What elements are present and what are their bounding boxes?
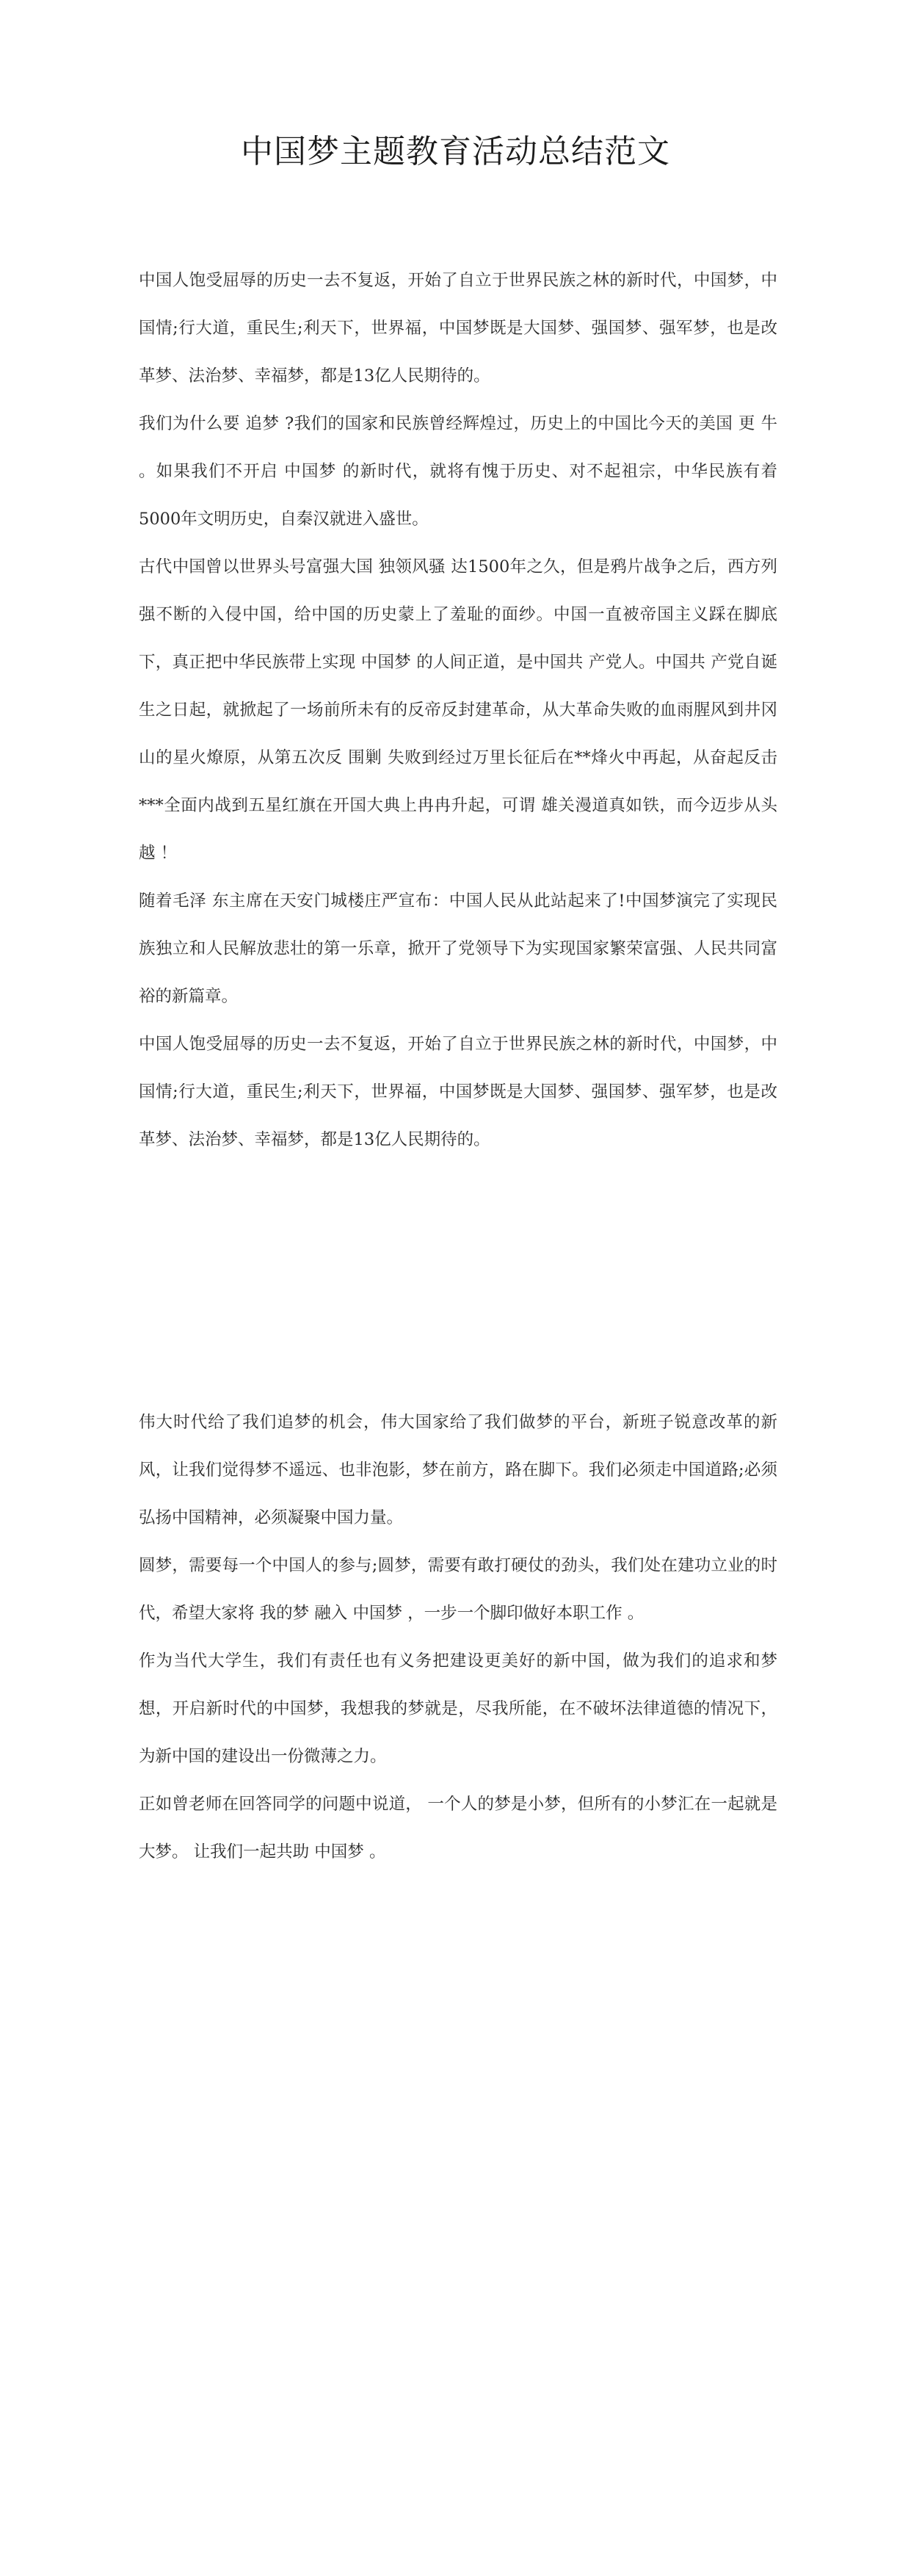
- paragraph: 圆梦，需要每一个中国人的参与;圆梦，需要有敢打硬仗的劲头，我们处在建功立业的时代，希望大家将 我的梦 融入 中国梦 ，一步一个脚印做好本职工作 。: [139, 1556, 777, 1623]
- body-section-2: [139, 1399, 777, 1876]
- paragraph: 随着毛泽 东主席在天安门城楼庄严宣布：中国人民从此站起来了!中国梦演完了实现民族独立和人民解放悲壮的第一乐章，掀开了党领导下为实现国家繁荣富强、人民共同富裕的新篇章。: [139, 891, 777, 1006]
- paragraph: 作为当代大学生，我们有责任也有义务把建设更美好的新中国，做为我们的追求和梦想，开启新时代的中国梦，我想我的梦就是，尽我所能，在不破坏法律道德的情况下，为新中国的建设出一份微薄之力。: [139, 1651, 777, 1766]
- document-title: 中国梦主题教育活动总结范文: [241, 133, 670, 171]
- body-section-1: [139, 257, 777, 1164]
- paragraph: 正如曾老师在回答同学的问题中说道， 一个人的梦是小梦，但所有的小梦汇在一起就是大梦。 让我们一起共助 中国梦 。: [139, 1795, 777, 1862]
- paragraph: 中国人饱受屈辱的历史一去不复返，开始了自立于世界民族之林的新时代，中国梦，中国情;行大道，重民生;利天下，世界福，中国梦既是大国梦、强国梦、强军梦，也是改革梦、法治梦、幸福梦，都是13亿人民期待的。: [139, 271, 777, 386]
- paragraph: 我们为什么要 追梦 ?我们的国家和民族曾经辉煌过，历史上的中国比今天的美国 更 牛 。如果我们不开启 中国梦 的新时代，就将有愧于历史、对不起祖宗，中华民族有着5000年文明历史，自秦汉就进入盛世。: [139, 414, 777, 529]
- paragraph: 中国人饱受屈辱的历史一去不复返，开始了自立于世界民族之林的新时代，中国梦，中国情;行大道，重民生;利天下，世界福，中国梦既是大国梦、强国梦、强军梦，也是改革梦、法治梦、幸福梦，都是13亿人民期待的。: [139, 1035, 777, 1149]
- paragraph: 古代中国曾以世界头号富强大国 独领风骚 达1500年之久，但是鸦片战争之后，西方列强不断的入侵中国，给中国的历史蒙上了羞耻的面纱。中国一直被帝国主义踩在脚底下，真正把中华民族带上实现 中国梦 的人间正道，是中国共 产党人。中国共 产党自诞生之日起，就掀起了一场前所未有的反帝反封建革命，从大革命失败的血雨腥风到井冈山的星火燎原，从第五次反 围剿 失败到经过万里长征后在**烽火中再起，从奋起反击***全面内战到五星红旗在开国大典上冉冉升起，可谓 雄关漫道真如铁，而今迈步从头越 ！: [139, 557, 777, 863]
- paragraph: 伟大时代给了我们追梦的机会，伟大国家给了我们做梦的平台，新班子锐意改革的新风，让我们觉得梦不遥远、也非泡影，梦在前方，路在脚下。我们必须走中国道路;必须弘扬中国精神，必须凝聚中国力量。: [139, 1413, 777, 1527]
